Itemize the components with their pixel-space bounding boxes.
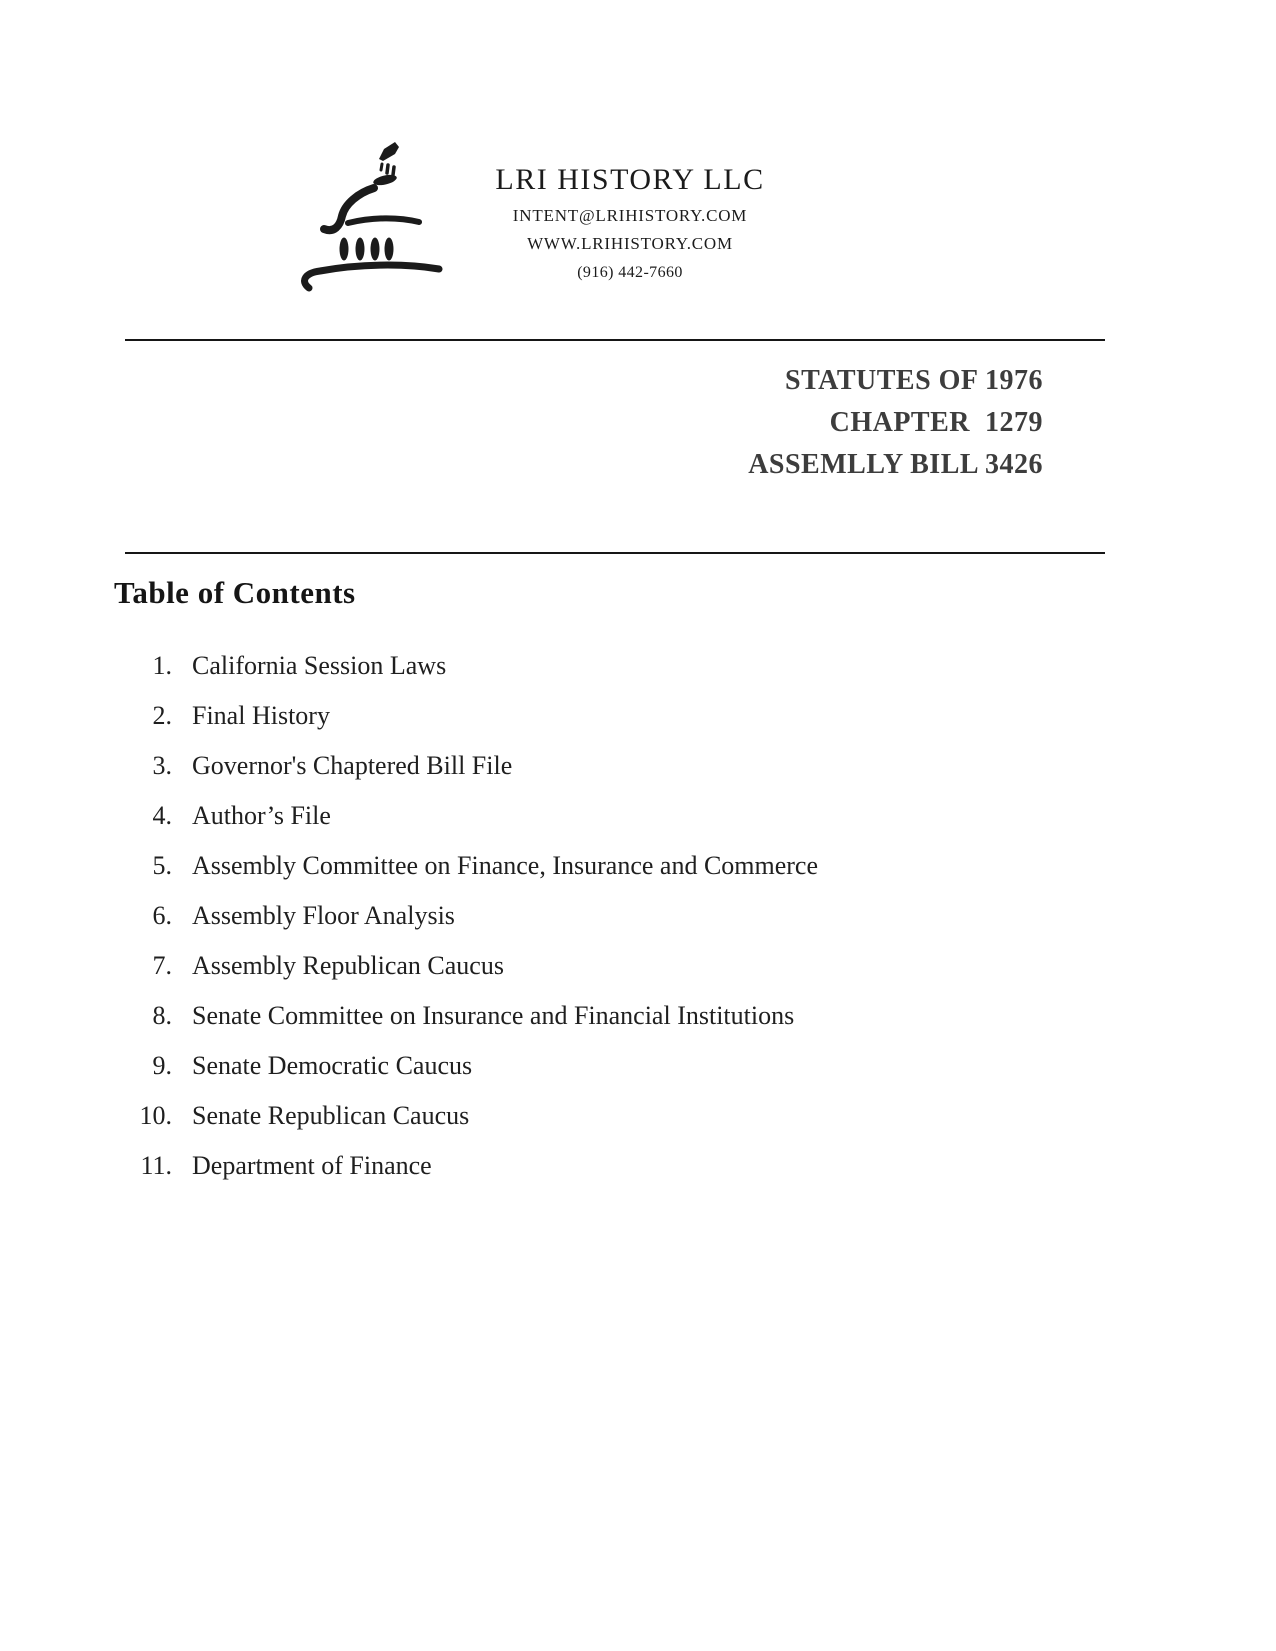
company-phone: (916) 442-7660 (577, 264, 683, 281)
company-email: INTENT@LRIHISTORY.COM (512, 206, 748, 225)
toc-item-number: 4. (152, 801, 172, 830)
toc-item-number: 5. (152, 851, 172, 880)
toc-item-label: Senate Committee on Insurance and Financial Institutions (192, 1001, 795, 1030)
company-name: LRI HISTORY LLC (495, 163, 765, 196)
toc-item-number: 8. (152, 1001, 172, 1030)
toc-item-number: 11. (140, 1151, 172, 1180)
toc-item-label: Senate Democratic Caucus (192, 1051, 473, 1080)
toc-item-label: Assembly Republican Caucus (192, 951, 504, 980)
toc-row (0, 991, 1100, 1041)
toc-item-label: Department of Finance (192, 1151, 432, 1180)
divider-bottom (125, 552, 1105, 554)
toc-row (0, 841, 1100, 891)
toc-item-number: 1. (152, 651, 172, 680)
divider-top (125, 339, 1105, 341)
company-website: WWW.LRIHISTORY.COM (527, 234, 733, 253)
toc-item-number: 9. (152, 1051, 172, 1080)
toc-item-label: Author’s File (192, 801, 331, 830)
case-line-statutes: STATUTES OF 1976 (785, 365, 1043, 396)
toc-item-number: 3. (152, 751, 172, 780)
toc-row (0, 941, 1100, 991)
toc-item-label: Assembly Floor Analysis (192, 901, 455, 930)
toc-item-number: 2. (152, 701, 172, 730)
toc-item-label: Final History (192, 701, 330, 730)
toc-row (0, 641, 1100, 691)
toc-row (0, 741, 1100, 791)
toc-item-number: 6. (152, 901, 172, 930)
toc-row (0, 791, 1100, 841)
toc-row (0, 1141, 1100, 1191)
toc-row (0, 1091, 1100, 1141)
toc-item-label: Assembly Committee on Finance, Insurance and Commerce (192, 851, 819, 880)
toc-item-number: 10. (139, 1101, 172, 1130)
capitol-dome-icon (298, 134, 450, 296)
case-line-chapter: CHAPTER 1279 (829, 407, 1043, 438)
case-line-bill: ASSEMLLY BILL 3426 (748, 449, 1043, 480)
case-title-block (748, 360, 1043, 486)
toc-row (0, 891, 1100, 941)
toc-list (0, 641, 1100, 1191)
toc-row (0, 1041, 1100, 1091)
toc-item-label: California Session Laws (192, 651, 447, 680)
toc-item-number: 7. (152, 951, 172, 980)
toc-item-label: Governor's Chaptered Bill File (192, 751, 513, 780)
company-header (470, 163, 790, 282)
header-logo (298, 134, 450, 296)
toc-item-label: Senate Republican Caucus (192, 1101, 470, 1130)
toc-row (0, 691, 1100, 741)
toc-heading: Table of Contents (114, 575, 356, 610)
